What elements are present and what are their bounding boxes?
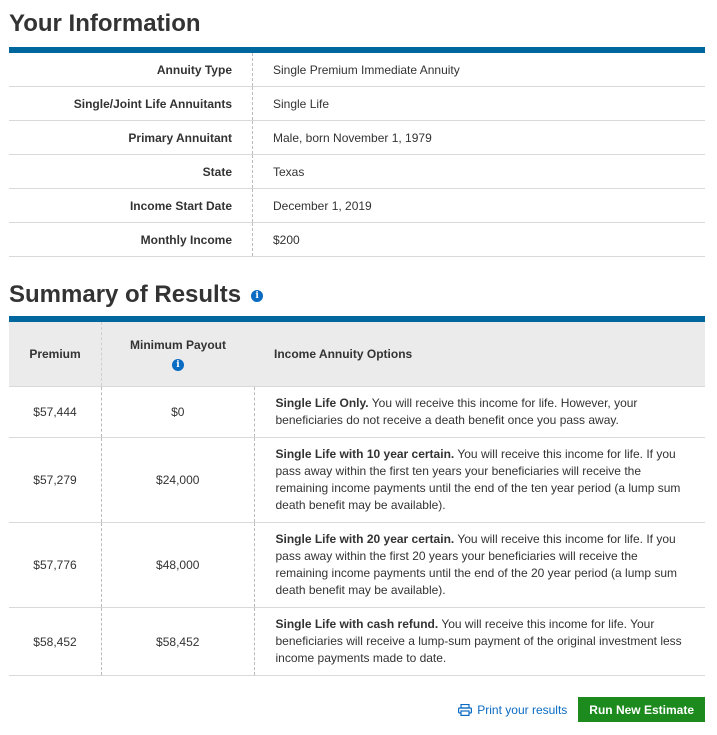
minimum-payout-cell: $24,000 bbox=[102, 438, 255, 523]
results-actions bbox=[458, 697, 705, 722]
info-label: Primary Annuitant bbox=[9, 121, 253, 155]
info-value: Single Premium Immediate Annuity bbox=[253, 53, 706, 87]
option-cell bbox=[254, 387, 705, 438]
option-cell bbox=[254, 523, 705, 608]
results-table bbox=[9, 322, 705, 676]
print-results-link[interactable] bbox=[458, 703, 567, 717]
page-content bbox=[9, 0, 705, 676]
info-label: Monthly Income bbox=[9, 223, 253, 257]
summary-title: Summary of Results bbox=[9, 281, 242, 308]
info-row-state bbox=[9, 155, 705, 189]
printer-icon bbox=[458, 704, 472, 716]
option-name: Single Life with cash refund. bbox=[275, 617, 439, 631]
column-header-label: Minimum Payout bbox=[129, 337, 226, 352]
premium-cell: $57,279 bbox=[9, 438, 102, 523]
minimum-payout-cell: $0 bbox=[102, 387, 255, 438]
info-row-income-start-date bbox=[9, 189, 705, 223]
table-row bbox=[9, 523, 705, 608]
run-new-estimate-button[interactable]: Run New Estimate bbox=[578, 697, 705, 722]
table-row bbox=[9, 608, 705, 676]
info-row-annuity-type bbox=[9, 53, 705, 87]
option-cell bbox=[254, 438, 705, 523]
info-icon[interactable]: i bbox=[172, 359, 184, 371]
premium-cell: $58,452 bbox=[9, 608, 102, 676]
info-label: State bbox=[9, 155, 253, 189]
option-description: You will receive this income for life. Your beneficiaries will receive a lump-sum payment of the original investment less income payments made to date. bbox=[275, 617, 682, 665]
info-value: Texas bbox=[253, 155, 706, 189]
your-information-title: Your Information bbox=[9, 10, 201, 37]
table-row bbox=[9, 387, 705, 438]
premium-cell: $57,776 bbox=[9, 523, 102, 608]
print-link-label: Print your results bbox=[477, 702, 568, 717]
option-cell bbox=[254, 608, 705, 676]
results-header-row bbox=[9, 322, 705, 387]
option-description: You will receive this income for life. If you pass away within the first ten years your beneficiaries will receive the remaining income payments until the end of the ten year period (a lump sum death benefit may be available). bbox=[275, 447, 681, 512]
option-description: You will receive this income for life. However, your beneficiaries do not receive a death benefit once you pass away. bbox=[275, 396, 638, 427]
info-label: Annuity Type bbox=[9, 53, 253, 87]
column-header-premium: Premium bbox=[9, 322, 102, 387]
information-table bbox=[9, 53, 705, 257]
option-name: Single Life Only. bbox=[275, 396, 369, 410]
column-header-minimum-payout bbox=[102, 322, 255, 387]
info-row-monthly-income bbox=[9, 223, 705, 257]
info-value: Male, born November 1, 1979 bbox=[253, 121, 706, 155]
info-label: Income Start Date bbox=[9, 189, 253, 223]
minimum-payout-cell: $48,000 bbox=[102, 523, 255, 608]
info-row-annuitants bbox=[9, 87, 705, 121]
info-icon[interactable]: i bbox=[251, 290, 263, 302]
option-description: You will receive this income for life. If you pass away within the first 20 years your beneficiaries will receive the remaining income payments until the end of the 20 year period (a lump sum death benefit may be available). bbox=[275, 532, 678, 597]
table-row bbox=[9, 438, 705, 523]
option-name: Single Life with 10 year certain. bbox=[275, 447, 455, 461]
column-header-options: Income Annuity Options bbox=[254, 322, 705, 387]
info-label: Single/Joint Life Annuitants bbox=[9, 87, 253, 121]
option-name: Single Life with 20 year certain. bbox=[275, 532, 455, 546]
minimum-payout-cell: $58,452 bbox=[102, 608, 255, 676]
info-value: $200 bbox=[253, 223, 706, 257]
premium-cell: $57,444 bbox=[9, 387, 102, 438]
info-value: Single Life bbox=[253, 87, 706, 121]
info-value: December 1, 2019 bbox=[253, 189, 706, 223]
info-row-primary-annuitant bbox=[9, 121, 705, 155]
summary-header bbox=[9, 274, 705, 316]
